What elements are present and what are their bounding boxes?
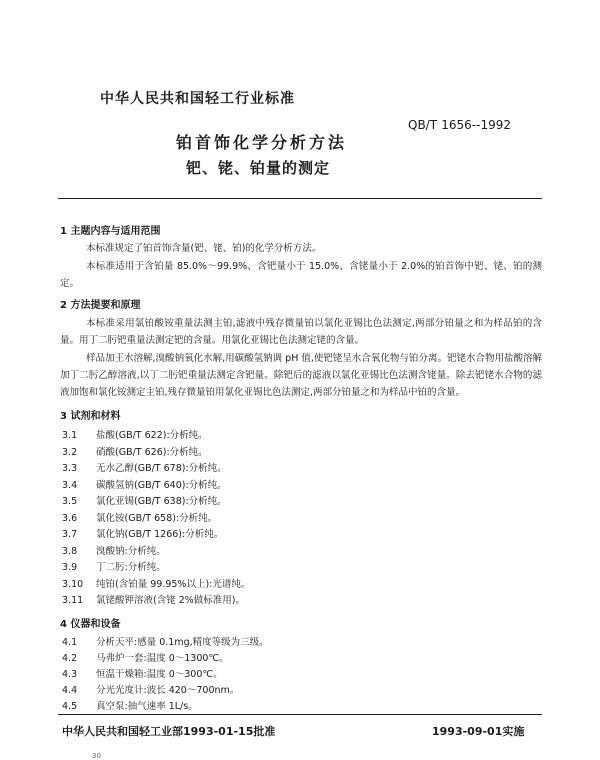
- item-number: 3.1: [62, 430, 78, 441]
- item-number: 3.7: [62, 529, 78, 540]
- item-text: 分析天平:感量 0.1mg,精度等级为三级。: [96, 637, 269, 648]
- item-number: 3.11: [62, 595, 84, 606]
- item-text: 无水乙醇(GB/T 678):分析纯。: [96, 463, 227, 474]
- item-text: 氯化钠(GB/T 1266):分析纯。: [96, 529, 224, 540]
- document-title: 铂首饰化学分析方法: [176, 133, 348, 152]
- approval-line: 中华人民共和国轻工业部1993-01-15批准: [62, 725, 276, 738]
- footer-divider: [58, 714, 542, 715]
- item-number: 3.8: [62, 545, 78, 557]
- item-text: 恒温干燥箱:温度 0～300℃。: [96, 669, 223, 680]
- list-item: [62, 444, 208, 458]
- item-number: 3.4: [62, 479, 78, 491]
- list-item: [62, 576, 250, 590]
- list-item: [62, 477, 227, 491]
- list-item: [62, 526, 223, 540]
- section-1-paragraph-1: 本标准规定了铂首饰含量(钯、铑、铂)的化学分析方法。: [86, 243, 322, 254]
- list-item: [62, 510, 217, 524]
- item-number: 3.10: [62, 578, 84, 590]
- item-number: 4.4: [62, 685, 78, 696]
- section-3-heading: 3 试剂和材料: [60, 411, 121, 422]
- section-1-paragraph-2: 本标准适用于含铂量 85.0%～99.9%、含钯量小于 15.0%、含铑量小于 2.0%的铂首饰中钯、铑、铂的测定。: [60, 261, 542, 289]
- section-2-paragraph-2: 样品加王水溶解,溴酸钠氧化水解,用碳酸氢钠调 pH 值,使钯铑呈水合氧化物与铂分离。钯铑水合物用盐酸溶解加丁二肟乙醇溶液,以丁二肟钯重量法测定含钯量。除钯后的滤液以氯化亚锡比色法测含铑量。除去钯铑水合物的滤液加饱和氯化铵测定主铂,残存微量铂用氯化亚锡比色法测定,两部分铂量之和为样品中铂的含量。: [60, 353, 542, 398]
- page-number: 30: [92, 752, 101, 760]
- list-item: [62, 698, 198, 712]
- item-text: 溴酸钠:分析纯。: [96, 545, 166, 557]
- list-item: [62, 543, 166, 557]
- list-item: [62, 592, 245, 606]
- list-item: [62, 427, 208, 441]
- item-number: 3.6: [62, 512, 78, 524]
- standard-code-prefix: QB/T: [408, 118, 438, 132]
- item-text: 氯铑酸钾溶液(含铑 2%做标准用)。: [96, 595, 246, 606]
- item-text: 氯化亚锡(GB/T 638):分析纯。: [96, 496, 227, 507]
- item-number: 3.2: [62, 446, 78, 458]
- list-item: [62, 493, 227, 507]
- standard-organization: 中华人民共和国轻工行业标准: [100, 91, 295, 107]
- section-2-paragraph-1: 本标准采用氯铂酸铵重量法测主铂,滤液中残存微量铂以氯化亚锡比色法测定,两部分铂量之和为样品铂的含量。用丁二肟钯重量法测定钯的含量。用氯化亚锡比色法测定铑的含量。: [60, 318, 542, 346]
- item-text: 分光光度计:波长 420～700nm。: [96, 685, 240, 696]
- item-number: 4.3: [62, 669, 78, 680]
- list-item: [62, 682, 239, 696]
- section-1-heading: 1 主题内容与适用范围: [60, 226, 161, 237]
- document-subtitle: 钯、铑、铂量的测定: [186, 159, 331, 177]
- item-text: 盐酸(GB/T 622):分析纯。: [96, 430, 208, 441]
- item-text: 纯铂(含铂量 99.95%以上):光谱纯。: [96, 578, 251, 590]
- item-number: 4.2: [62, 653, 78, 664]
- item-text: 丁二肟:分析纯。: [96, 562, 166, 573]
- header-divider: [58, 198, 542, 199]
- section-2-heading: 2 方法提要和原理: [60, 300, 141, 311]
- list-item: [62, 650, 229, 664]
- list-item: [62, 460, 227, 474]
- list-item: [62, 666, 223, 680]
- list-item: [62, 634, 269, 648]
- item-number: 3.5: [62, 496, 78, 507]
- implementation-date: 1993-09-01实施: [432, 725, 525, 738]
- item-number: 3.9: [62, 562, 78, 573]
- item-number: 4.1: [62, 637, 78, 648]
- item-text: 真空泵:抽气速率 1L/s。: [96, 701, 198, 712]
- item-text: 硝酸(GB/T 626):分析纯。: [96, 446, 208, 458]
- item-text: 碳酸氢钠(GB/T 640):分析纯。: [96, 479, 227, 491]
- item-number: 3.3: [62, 463, 78, 474]
- list-item: [62, 559, 166, 573]
- standard-code: [408, 118, 511, 132]
- item-text: 氯化铵(GB/T 658):分析纯。: [96, 512, 218, 524]
- item-number: 4.5: [62, 701, 78, 712]
- item-text: 马弗炉一套:温度 0～1300℃。: [96, 653, 229, 664]
- standard-code-number: 1656--1992: [441, 118, 511, 132]
- section-4-heading: 4 仪器和设备: [60, 619, 121, 630]
